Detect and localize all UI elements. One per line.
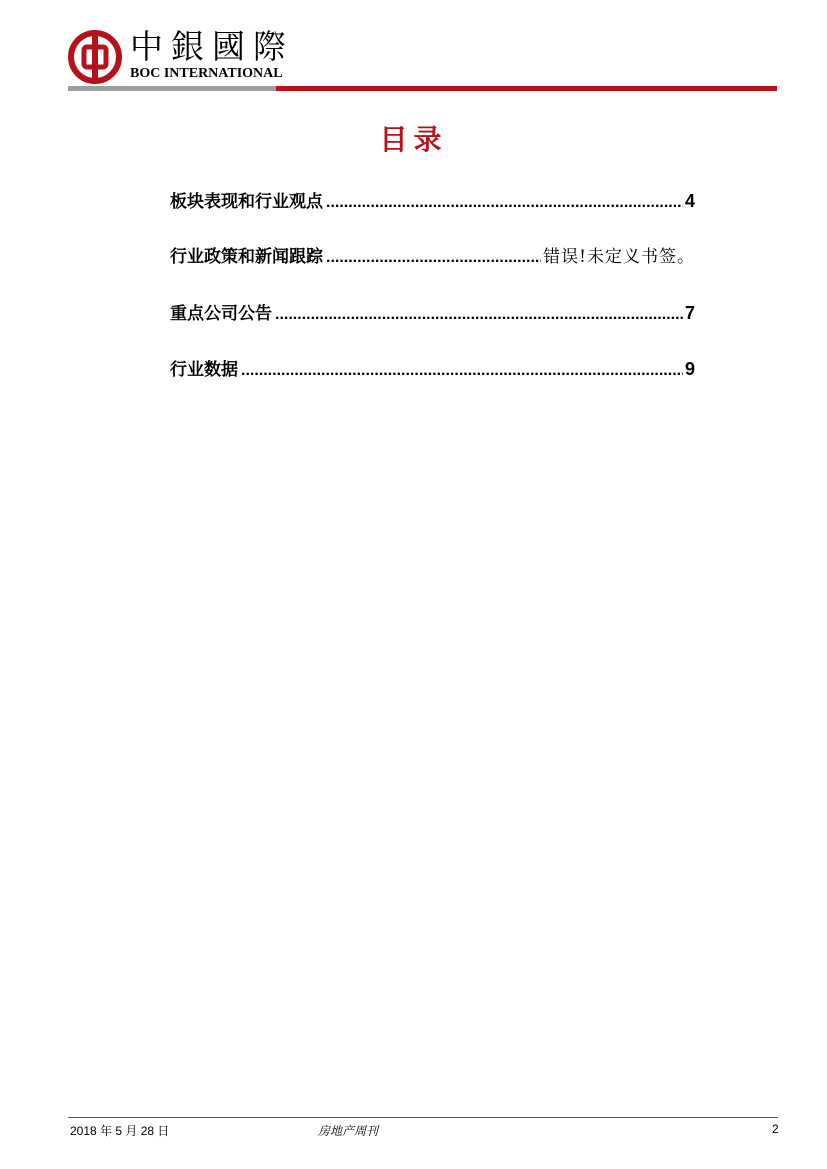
toc-entry-industry-data[interactable] [170,356,695,382]
toc-page-number: 4 [684,191,695,211]
toc-entry-company-announcements[interactable] [170,300,695,326]
boc-logo [68,28,308,84]
toc-dot-leader [326,190,683,216]
logo-chinese-name: 中銀國際 [130,27,294,66]
toc-page-error: 错误!未定义书签。 [543,247,695,267]
toc-entry-text: 行业数据 [170,360,238,380]
toc-dot-leader [275,302,683,328]
toc-page-number: 7 [684,303,695,323]
footer-page-number: 2 [772,1122,779,1136]
toc-title: 目录 [379,123,448,156]
header-rule-gray [68,86,276,91]
footer-rule [68,1117,778,1118]
toc-entry-policy-news[interactable] [170,244,695,270]
toc-dot-leader [326,245,541,271]
toc-entry-sector-performance[interactable] [170,188,695,214]
toc-dot-leader [241,358,683,384]
boc-logo-icon [68,30,122,84]
footer-date: 2018 年 5 月 28 日 [70,1124,170,1138]
toc-entry-text: 重点公司公告 [170,304,272,324]
header-rule-red [276,86,777,91]
logo-english-name: BOC INTERNATIONAL [130,66,283,81]
toc-page-number: 9 [684,359,695,379]
footer-publication-title: 房地产周刊 [318,1124,379,1138]
toc-entry-text: 板块表现和行业观点 [170,192,323,212]
toc-entry-text: 行业政策和新闻跟踪 [170,247,323,267]
